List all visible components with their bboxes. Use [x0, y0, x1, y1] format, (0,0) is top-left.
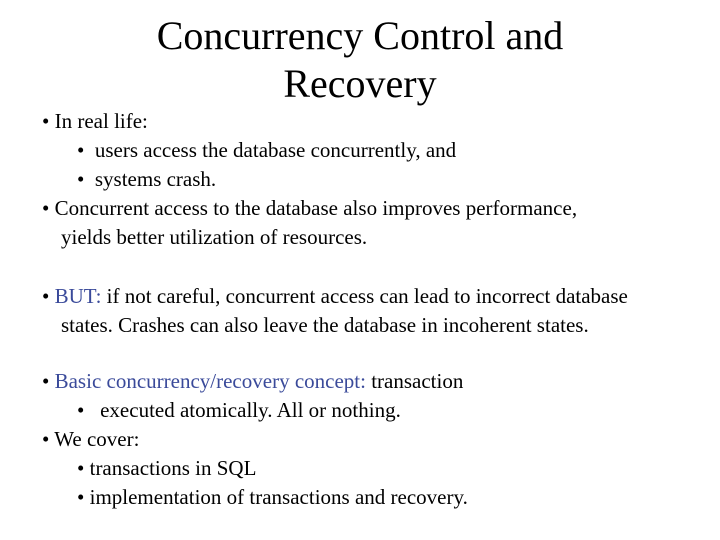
sub-bullet-users-access: [77, 137, 456, 163]
title-line-1: Concurrency Control and: [156, 13, 564, 58]
bullet-icon: •: [77, 167, 85, 191]
sub-bullet-executed-atomically: [77, 397, 401, 423]
bullet-but-cont: states. Crashes can also leave the database in incoherent states.: [61, 313, 589, 337]
bullet-icon: •: [42, 427, 50, 451]
bullet-concurrent-access-cont: yields better utilization of resources.: [61, 225, 368, 249]
concept-label: Basic concurrency/recovery concept:: [54, 369, 366, 393]
bullet-icon: •: [42, 109, 50, 133]
bullet-icon: •: [77, 485, 85, 509]
sub-bullet-systems-crash: [77, 166, 216, 192]
title-line-2: Recovery: [283, 61, 437, 106]
sub-bullet-text: executed atomically. All or nothing.: [100, 398, 401, 422]
bullet-icon: •: [42, 196, 50, 220]
sub-bullet-transactions-sql: [77, 455, 256, 481]
concept-value: transaction: [365, 369, 464, 393]
but-label: BUT:: [54, 284, 102, 308]
bullet-icon: •: [42, 369, 50, 393]
bullet-icon: •: [77, 456, 85, 480]
sub-bullet-text: users access the database concurrently, and: [94, 138, 457, 162]
bullet-text: if not careful, concurrent access can lead to incorrect database: [101, 284, 628, 308]
bullet-basic-concept: [42, 368, 463, 394]
bullet-in-real-life: [42, 108, 148, 134]
bullet-we-cover: [42, 426, 139, 452]
bullet-icon: •: [77, 138, 85, 162]
bullet-icon: •: [77, 398, 85, 422]
bullet-concurrent-access: [42, 195, 577, 221]
sub-bullet-text: transactions in SQL: [89, 456, 257, 480]
bullet-text: We cover:: [54, 427, 140, 451]
bullet-text: Concurrent access to the database also improves performance,: [54, 196, 578, 220]
bullet-icon: •: [42, 284, 50, 308]
sub-bullet-text: implementation of transactions and recovery.: [89, 485, 468, 509]
sub-bullet-text: systems crash.: [94, 167, 217, 191]
sub-bullet-implementation: [77, 484, 468, 510]
bullet-text: In real life:: [54, 109, 148, 133]
slide-title: [100, 12, 620, 108]
bullet-but: [42, 283, 628, 309]
